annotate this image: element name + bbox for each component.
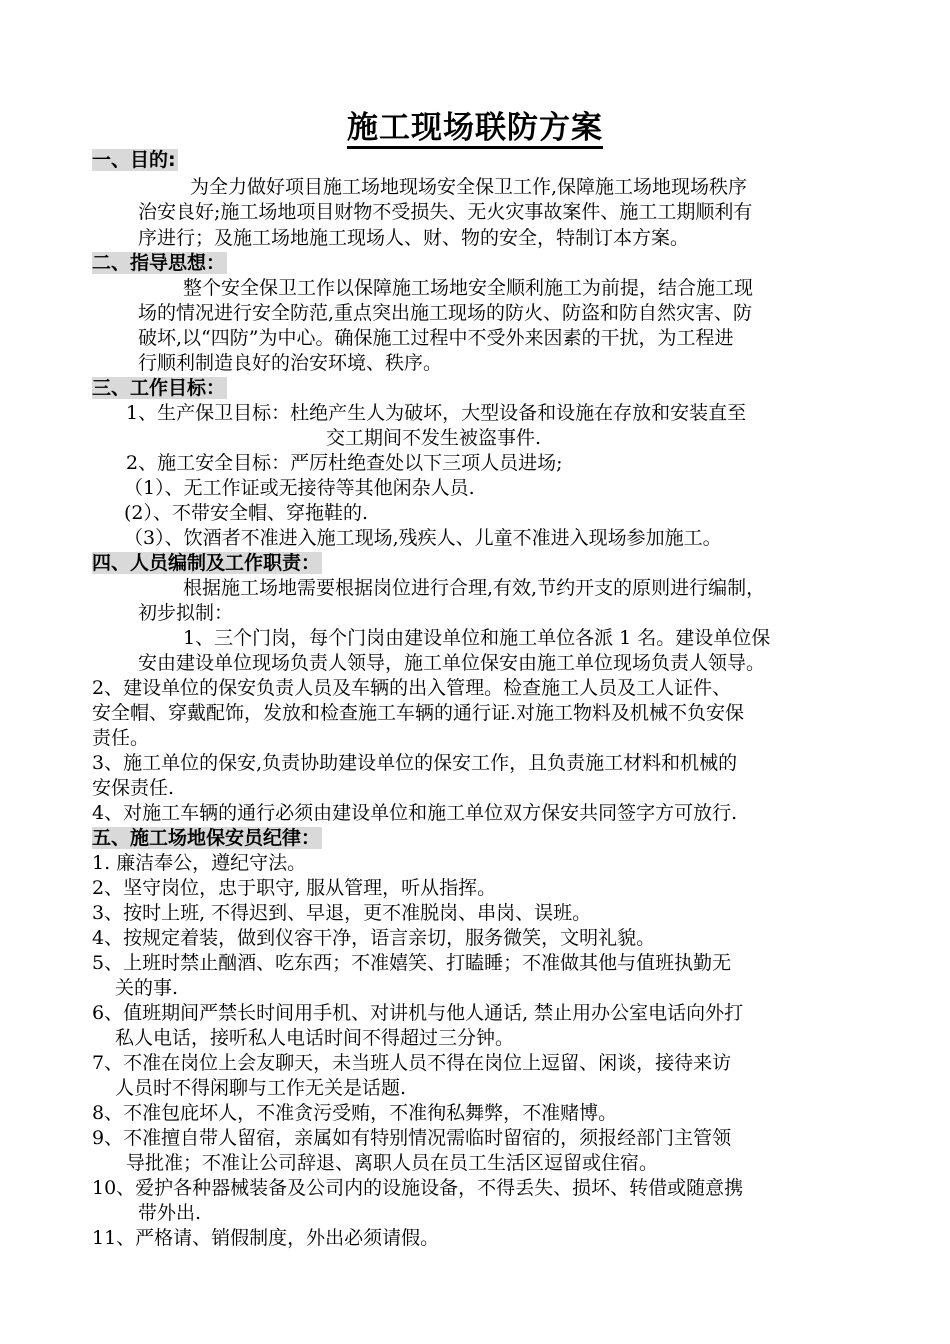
section-heading <box>92 148 178 173</box>
text-line <box>92 951 731 976</box>
text-line <box>126 401 746 426</box>
text-line-content: 7、不准在岗位上会友聊天，未当班人员不得在岗位上逗留、闲谈，接待来访 <box>92 1052 732 1074</box>
text-line-content: 2、施工安全目标：严厉杜绝查处以下三项人员进场; <box>126 452 563 474</box>
text-line <box>138 1201 201 1226</box>
text-line <box>92 751 737 776</box>
text-line-content: 初步拟制： <box>138 602 234 624</box>
text-line <box>138 351 442 376</box>
text-line <box>138 200 752 225</box>
text-line-content: 为全力做好项目施工场地现场安全保卫工作,保障施工场地现场秩序 <box>190 176 748 198</box>
text-line <box>92 1001 743 1026</box>
text-line <box>92 1101 617 1126</box>
text-line-content: 安保责任. <box>92 777 175 799</box>
text-line-content: （3）、饮酒者不准进入施工现场,残疾人、儿童不准进入现场参加施工。 <box>124 527 722 549</box>
section-heading <box>92 376 227 401</box>
text-line <box>183 276 753 301</box>
text-line <box>138 326 733 351</box>
text-line-content: 3、施工单位的保安,负责协助建设单位的保安工作，且负责施工材料和机械的 <box>92 752 738 774</box>
text-line <box>92 1126 731 1151</box>
text-line-content: 3、按时上班, 不得迟到、早退，更不准脱岗、串岗、误班。 <box>92 902 592 924</box>
section-heading <box>92 251 227 276</box>
text-line <box>92 676 731 701</box>
text-line-content: 11、严格请、销假制度，外出必须请假。 <box>92 1227 440 1249</box>
text-line-content: 8、不准包庇坏人，不准贪污受贿，不准徇私舞弊，不准赌博。 <box>92 1102 618 1124</box>
text-line-content: 9、不准擅自带人留宿，亲属如有特别情况需临时留宿的，须报经部门主管领 <box>92 1127 732 1149</box>
text-line-content: 安全帽、穿戴配饰，发放和检查施工车辆的通行证.对施工物料及机械不负安保 <box>92 702 745 724</box>
text-line-content: 行顺利制造良好的治安环境、秩序。 <box>138 352 443 374</box>
section-heading <box>92 551 322 576</box>
text-line-content: 场的情况进行安全防范,重点突出施工现场的防火、防盗和防自然灾害、防 <box>138 302 753 324</box>
text-line <box>92 876 496 901</box>
text-line <box>92 1051 731 1076</box>
text-line-content: 根据施工场地需要根据岗位进行合理,有效,节约开支的原则进行编制， <box>183 577 766 599</box>
text-line-content: 2、建设单位的保安负责人员及车辆的出入管理。检查施工人员及工人证件、 <box>92 677 732 699</box>
text-line <box>183 576 765 601</box>
text-line-content: 1. 廉洁奉公，遵纪守法。 <box>92 852 307 874</box>
text-line <box>126 451 563 476</box>
text-line-content: 1、三个门岗，每个门岗由建设单位和施工单位各派 1 名。建设单位保 <box>183 627 771 649</box>
text-line <box>183 626 770 651</box>
text-line <box>115 1076 406 1101</box>
text-line-content: 交工期间不发生被盗事件. <box>326 427 542 449</box>
text-line-content: 带外出. <box>138 1202 202 1224</box>
text-line-content: （1）、无工作证或无接待等其他闲杂人员. <box>124 477 475 499</box>
text-line <box>92 926 655 951</box>
text-line <box>138 601 233 626</box>
text-line-content: 安由建设单位现场负责人领导，施工单位保安由施工单位现场负责人领导。 <box>138 652 766 674</box>
text-line <box>124 476 475 501</box>
text-line <box>138 226 689 251</box>
text-line-content: 2、坚守岗位，忠于职守, 服从管理，听从指挥。 <box>92 877 497 899</box>
text-line <box>92 901 591 926</box>
text-line <box>124 501 368 526</box>
text-line <box>115 976 178 1001</box>
text-line <box>92 851 306 876</box>
text-line-content: 治安良好;施工场地项目财物不受损失、无火灾事故案件、施工工期顺利有 <box>138 201 753 223</box>
text-line <box>92 1176 743 1201</box>
section-heading-text: 一、目的: <box>92 149 176 171</box>
text-line <box>126 1151 658 1176</box>
section-heading-text: 四、人员编制及工作职责： <box>92 552 321 574</box>
text-line-content: 关的事. <box>115 977 179 999</box>
text-line-content: 1、生产保卫目标：杜绝产生人为破坏，大型设备和设施在存放和安装直至 <box>126 402 747 424</box>
text-line <box>138 301 752 326</box>
text-line <box>138 651 765 676</box>
text-line-content: 序进行；及施工场地施工现场人、财、物的安全，特制订本方案。 <box>138 227 690 249</box>
text-line-content: 责任。 <box>92 727 150 749</box>
section-heading-text: 三、工作目标： <box>92 377 226 399</box>
text-line <box>92 776 174 801</box>
section-heading-text: 五、施工场地保安员纪律： <box>92 827 321 849</box>
text-line <box>124 526 722 551</box>
text-line-content: 私人电话，接听私人电话时间不得超过三分钟。 <box>115 1027 515 1049</box>
text-line-content: 6、值班期间严禁长时间用手机、对讲机与他人通话, 禁止用办公室电话向外打 <box>92 1002 744 1024</box>
text-line-content: 4、对施工车辆的通行必须由建设单位和施工单位双方保安共同签字方可放行. <box>92 802 738 824</box>
text-line-content: 人员时不得闲聊与工作无关是话题. <box>115 1077 407 1099</box>
text-line <box>326 426 541 451</box>
text-line <box>115 1026 514 1051</box>
text-line-content: 导批准；不准让公司辞退、离职人员在员工生活区逗留或住宿。 <box>126 1152 659 1174</box>
text-line-content: 破坏,以“四防”为中心。确保施工过程中不受外来因素的干扰，为工程进 <box>138 327 734 349</box>
text-line-content: 10、爱护各种器械装备及公司内的设施设备，不得丢失、损坏、转借或随意携 <box>92 1177 744 1199</box>
text-line <box>92 801 737 826</box>
text-line <box>92 1226 439 1251</box>
text-line <box>92 726 149 751</box>
title-text: 施工现场联防方案 <box>347 110 603 149</box>
text-line <box>190 175 747 200</box>
text-line <box>92 701 744 726</box>
text-line-content: 5、上班时禁止酗酒、吃东西；不准嬉笑、打瞌睡；不准做其他与值班执勤无 <box>92 952 732 974</box>
text-line-content: 整个安全保卫工作以保障施工场地安全顺利施工为前提，结合施工现 <box>183 277 754 299</box>
text-line-content: 4、按规定着装，做到仪容干净，语言亲切，服务微笑，文明礼貌。 <box>92 927 656 949</box>
section-heading-text: 二、指导思想： <box>92 252 226 274</box>
section-heading <box>92 826 322 851</box>
page-title <box>0 102 950 147</box>
text-line-content: (2）、不带安全帽、穿拖鞋的. <box>124 502 369 524</box>
